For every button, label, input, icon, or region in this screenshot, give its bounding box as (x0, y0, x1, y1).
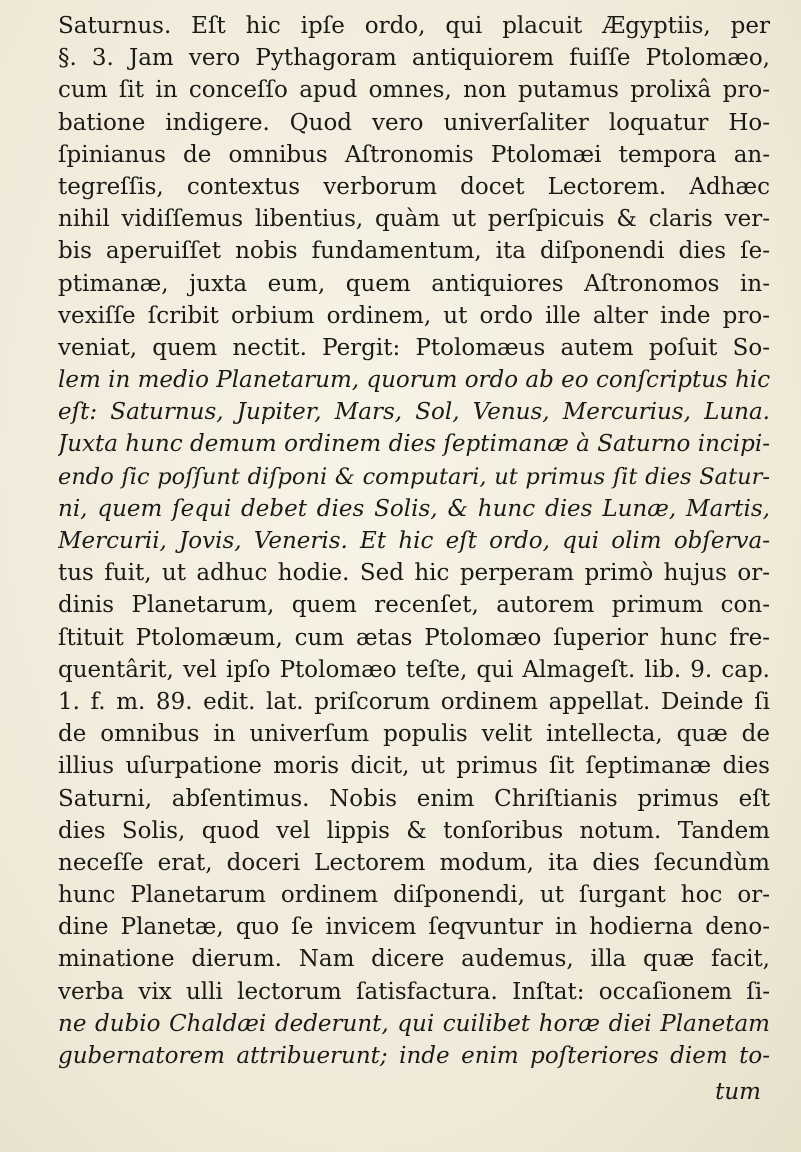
text-line: §. 3. Jam vero Pythagoram antiquiorem fuiſſe Ptolomæo, (58, 45, 770, 72)
catchword: tum (715, 1079, 761, 1105)
text-line: vexiſſe ſcribit orbium ordinem, ut ordo ille alter inde pro- (58, 302, 770, 329)
text-line: minatione dierum. Nam dicere audemus, illa quæ facit, (58, 946, 770, 973)
text-line: dies Solis, quod vel lippis & tonſoribus notum. Tandem (58, 817, 770, 844)
text-line: eſt: Saturnus, Jupiter, Mars, Sol, Venus, Mercurius, Luna. (58, 399, 770, 426)
text-line: quentârit, vel ipſo Ptolomæo teſte, qui Almageſt. lib. 9. cap. (58, 656, 770, 683)
text-line: gubernatorem attribuerunt; inde enim poſteriores diem to- (58, 1043, 770, 1069)
text-line: Juxta hunc demum ordinem dies ſeptimanæ à Saturno incipi- (58, 431, 770, 458)
text-line: de omnibus in univerſum populis velit intellecta, quæ de (58, 721, 770, 748)
text-line: 1. f. m. 89. edit. lat. priſcorum ordinem appellat. Deinde ſi (58, 688, 770, 715)
body-text (58, 10, 770, 1072)
text-line: tus fuit, ut adhuc hodie. Sed hic perperam primò hujus or- (58, 560, 770, 587)
text-line: ne dubio Chaldæi dederunt, qui cuilibet horæ diei Planetam (58, 1010, 770, 1037)
text-line: lem in medio Planetarum, quorum ordo ab eo conſcriptus hic (58, 367, 770, 394)
text-line: ſtituit Ptolomæum, cum ætas Ptolomæo ſuperior hunc fre- (58, 624, 770, 651)
text-line: veniat, quem nectit. Pergit: Ptolomæus autem poſuit So- (58, 334, 770, 361)
text-line: Saturni, abſentimus. Nobis enim Chriſtianis primus eſt (58, 785, 770, 812)
text-line: Saturnus. Eſt hic ipſe ordo, qui placuit Ægyptiis, per (58, 13, 770, 39)
text-line: hunc Planetarum ordinem diſponendi, ut ſurgant hoc or- (58, 882, 770, 909)
text-line: ptimanæ, juxta eum, quem antiquiores Aſtronomos in- (58, 270, 770, 297)
text-line: illius uſurpatione moris dicit, ut primus ſit ſeptimanæ dies (58, 753, 770, 780)
text-line: Mercurii, Jovis, Veneris. Et hic eſt ordo, qui olim obſerva- (58, 528, 770, 554)
text-line: neceſſe erat, doceri Lectorem modum, ita dies ſecundùm (58, 849, 770, 876)
text-line: bis aperuiſſet nobis fundamentum, ita diſponendi dies ſe- (58, 238, 770, 265)
text-line: ſpinianus de omnibus Aſtronomis Ptolomæi tempora an- (58, 141, 770, 168)
text-line: verba vix ulli lectorum ſatisfactura. Inſtat: occaſionem ſi- (58, 978, 770, 1005)
text-line: tegreſſis, contextus verborum docet Lectorem. Adhæc (58, 173, 770, 200)
text-line: dine Planetæ, quo ſe invicem ſeqvuntur in hodierna deno- (58, 914, 770, 941)
text-line: cum ſit in conceſſo apud omnes, non putamus prolixâ pro- (58, 77, 770, 104)
text-line: endo ſic poſſunt diſponi & computari, ut primus ſit dies Satur- (58, 463, 770, 490)
text-line: ni, quem ſequi debet dies Solis, & hunc dies Lunæ, Martis, (58, 495, 770, 522)
text-line: dinis Planetarum, quem recenſet, autorem primum con- (58, 592, 770, 619)
text-line: batione indigere. Quod vero univerſaliter loquatur Ho- (58, 109, 770, 136)
text-line: nihil vidiſſemus libentius, quàm ut perſpicuis & claris ver- (58, 206, 770, 233)
